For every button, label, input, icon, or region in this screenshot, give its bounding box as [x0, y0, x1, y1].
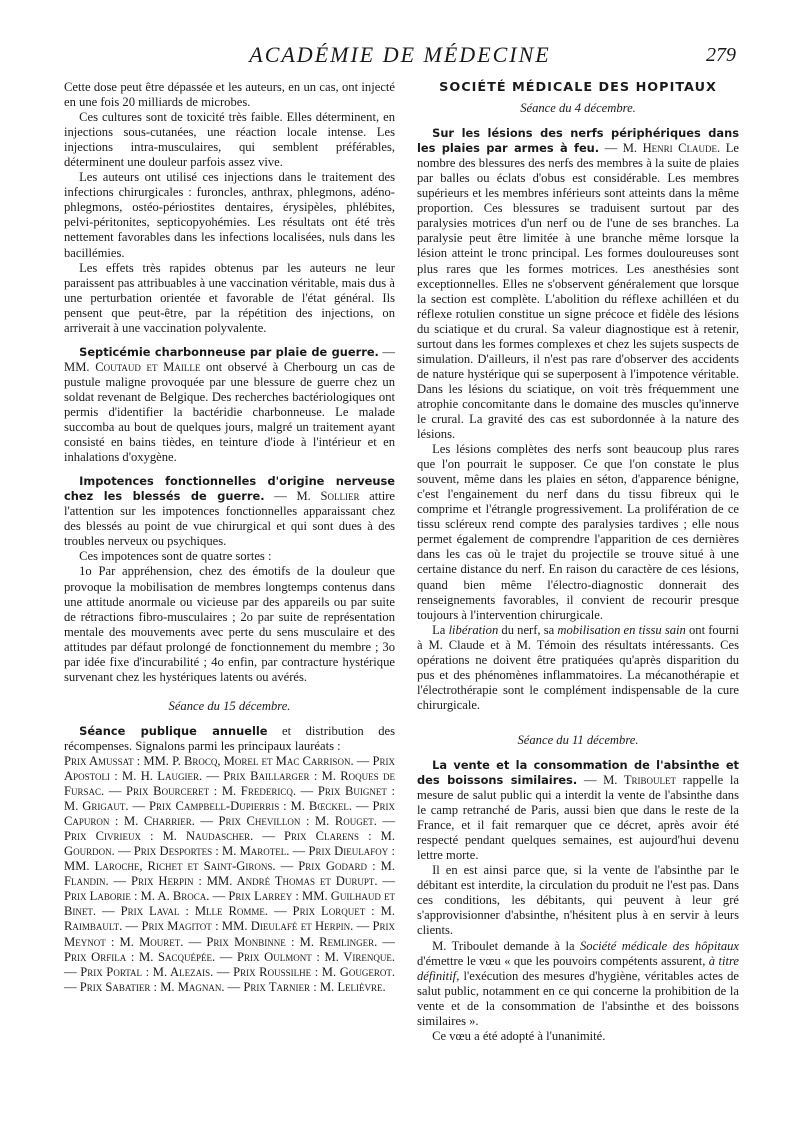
right-column [417, 80, 739, 1044]
article-title: Septicémie charbonneuse par plaie de guerre. [79, 344, 379, 359]
article-septicemie: Septicémie charbonneuse par plaie de guerre. — MM. Coutaud et Maille ont observé à Cherbourg un cas de pustule maligne provoquée par une blessure de guerre chez un soldat revenant de Belgique. Des recherches bactériologiques ont permis d'identifier la bactéridie charbonneuse. Le malade succomba au bout de quelques jours, malgré un traitement ayant consisté en bains tièdes, en teinture d'iode à l'intérieur et en inhalations d'oxygène. [64, 344, 395, 465]
paragraph: Cette dose peut être dépassée et les auteurs, en un cas, ont injecté en une fois 20 milliards de microbes. [64, 80, 395, 110]
prix-list: Prix Amussat : MM. P. Brocq, Morel et Mac Carrison. — Prix Apostoli : M. H. Laugier. — Prix Baillarger : M. Roques de Fursac. — Prix Bourceret : M. Fredericq. — Prix Buignet : M. Grigaut. — Prix Campbell-Dupierris : M. Bœckel. — Prix Capuron : M. Charrier. — Prix Chevillon : M. Rouget. — Prix Civrieux : M. Naudascher. — Prix Clarens : M. Gourdon. — Prix Desportes : M. Marotel. — Prix Dieulafoy : MM. Laroche, Richet et Saint-Girons. — Prix Godard : M. Flandin. — Prix Herpin : MM. André Thomas et Durupt. — Prix Laborie : M. A. Broca. — Prix Larrey : MM. Guilhaud et Binet. — Prix Laval : Mlle Romme. — Prix Lorquet : M. Raimbault. — Prix Magitot : MM. Dieulafé et Herpin. — Prix Meynot : M. Mouret. — Prix Monbinne : M. Remlinger. — Prix Orfila : M. Sacquépée. — Prix Oulmont : M. Virenque. — Prix Portal : M. Alezais. — Prix Roussilhe : M. Gougerot. — Prix Sabatier : M. Magnan. — Prix Tarnier : M. Lelièvre. [64, 753, 395, 994]
author-names: M. Henri Claude. [622, 141, 721, 156]
seance-heading: Séance du 15 décembre. [168, 698, 291, 713]
article-text: rappelle la mesure de salut public qui a interdit la vente de l'absinthe dans le camp retranché de Paris, aussi bien que dans le reste de la France, et il fait remarquer que ce décret, après avoir été respecté pendant quelques semaines, est aujourd'hui devenu lettre morte. [417, 773, 739, 863]
article-impotences: Impotences fonctionnelles d'origine nerveuse chez les blessés de guerre. — M. Sollier attire l'attention sur les impotences fonctionnelles apparaissant chez des blessés au point de vue chirurgical et qui sont dues à des troubles nerveux ou psychiques. [64, 474, 395, 549]
article-text: et distribution des récompenses. Signalons parmi les principaux lauréats : [64, 723, 395, 753]
paragraph-liberation: La libération du nerf, sa mobilisation en tissu sain ont fourni à M. Claude et à M. Témoin des résultats intéressants. Ces opérations ne doivent être pratiquées qu'après disparition du pus et des phénomènes inflammatoires. La mécanothérapie et l'électrothérapie sont le complément indispensable de la cure chirurgicale. [417, 622, 739, 712]
paragraph: Les auteurs ont utilisé ces injections dans le traitement des infections chirurgicales : furoncles, anthrax, phlegmons, adéno-phlegmons, ostéo-périostites dentaires, érysipèles, phlébites, pelvi-péritonites, septicopyohémies. Les résultats ont été très nettement favorables dans les infections localisées, nuls dans les bacillémies. [64, 170, 395, 260]
paragraph: Les effets très rapides obtenus par les auteurs ne leur paraissent pas attribuables à une vaccination véritable, mais dus à une perturbation orientée et favorable de l'état général. Ils pensent que peut-être, par la répétition des injections, on arriverait à une vaccination polyvalente. [64, 260, 395, 335]
article-title: Sur les lésions des nerfs périphériques dans les plaies par armes à feu. [417, 126, 739, 156]
author-names: M. Triboulet [603, 773, 677, 788]
paragraph: Ce vœu a été adopté à l'unanimité. [432, 1028, 606, 1043]
left-column [64, 80, 395, 995]
author-names: M. Sollier [296, 489, 360, 504]
paragraph: Les lésions complètes des nerfs sont beaucoup plus rares que l'on pourrait le supposer. Ce que l'on constate le plus souvent, même dans les plaies en séton, d'apparence bénigne, c'est l'engainement du nerf dans du tissu fibreux qui le comprime et l'étrangle progressivement. La prolifération de ce tissu scléreux rend compte des paralysies tardives ; elle nous permet également de comprendre l'apparition de ces dernières dans les cas où le trajet du projectile se trouve situé à une certaine distance du nerf. En raison du caractère de ces lésions, quand bien même l'électro-diagnostic donnerait des renseignements favorables, il convient de recourir presque toujours à l'intervention chirurgicale. [417, 442, 739, 622]
paragraph: Ces impotences sont de quatre sortes : [79, 549, 272, 564]
section-title: SOCIÉTÉ MÉDICALE DES HOPITAUX [439, 80, 717, 95]
article-title: La vente et la consommation de l'absinthe et des boissons similaires. [417, 757, 739, 788]
page-number: 279 [706, 44, 736, 66]
article-title: Impotences fonctionnelles d'origine nerveuse chez les blessés de guerre. [64, 474, 395, 504]
page-header [0, 38, 800, 78]
article-text: ont observé à Cherbourg un cas de pustule maligne provoquée par une blessure de guerre chez un soldat revenant de Belgique. Des recherches bactériologiques ont permis d'identifier la bactéridie charbonneuse. Le malade succomba au bout de quelques jours, malgré un traitement ayant consisté en bains tièdes, en teinture d'iode à l'intérieur et en inhalations d'oxygène. [64, 359, 395, 465]
paragraph: Ces cultures sont de toxicité très faible. Elles déterminent, en injections sous-cutanées, une réaction locale intense. Les injections intra-musculaires, qui semblent préférables, déterminent une douleur parfois assez vive. [64, 110, 395, 170]
article-text: Le nombre des blessures des nerfs des membres à la suite de plaies par balles ou éclats d'obus est considérable. Les membres supérieurs et les membres inférieurs sont atteints dans la même proportion. Ces blessures se traduisent surtout par des paralysies motrices d'un nerf ou de l'une de ses branches. La paralysie peut être limitée à une branche même lorsque la lésion atteint le tronc principal. Les formes douloureuses sont plus rares que les formes motrices. Les anesthésies sont exceptionnelles. Elles ne s'observent généralement que lorsque la section est complète. L'abolition du réflexe achilléen et du réflexe rotulien constitue un signe précoce et fidèle des lésions du sciatique et du crural. Sa valeur diagnostique est à retenir, surtout dans les formes complexes et chez les sujets suspects de simulation. D'ailleurs, il n'est pas rare d'observer des accidents de nature hystérique qui se superposent à l'impotence véritable. Dans les lésions du sciatique, on voit très fréquemment une atrophie concomitante dans le domaine des muscles qu'innerve le crural. La gravité des cas est subordonnée à la nature des lésions. [417, 141, 740, 442]
author-names: MM. Coutaud et Maille [64, 359, 201, 374]
seance-heading: Séance du 11 décembre. [517, 732, 639, 747]
article-seance-publique [64, 724, 395, 754]
seance-heading: Séance du 4 décembre. [520, 101, 636, 116]
article-text: attire l'attention sur les impotences fonctionnelles apparaissant chez des blessés au point de vue chirurgical et qui sont dues à des troubles nerveux ou psychiques. [64, 489, 395, 549]
article-lesions: Sur les lésions des nerfs périphériques dans les plaies par armes à feu. — M. Henri Claude. Le nombre des blessures des nerfs des membres à la suite de plaies par balles ou éclats d'obus est considérable. Les membres supérieurs et les membres inférieurs sont atteints dans la même proportion. Ces blessures se traduisent surtout par des paralysies motrices d'un nerf ou de l'une de ses branches. La paralysie peut être limitée à une branche même lorsque la lésion atteint le tronc principal. Les formes douloureuses sont plus rares que les formes motrices. Les anesthésies sont exceptionnelles. Elles ne s'observent généralement que lorsque la section est complète. L'abolition du réflexe achilléen et du réflexe rotulien constitue un signe précoce et fidèle des lésions du sciatique et du crural. Sa valeur diagnostique est à retenir, surtout dans les formes complexes et chez les sujets suspects de simulation. D'ailleurs, il n'est pas rare d'observer des accidents de nature hystérique qui se superposent à l'impotence véritable. Dans les lésions du sciatique, on voit très fréquemment une atrophie concomitante dans le domaine des muscles qu'innerve le crural. La gravité des cas est subordonnée à la nature des lésions. [417, 126, 740, 442]
paragraph: 1o Par appréhension, chez des émotifs de la douleur que provoque la mobilisation de membres longtemps contenus dans une attitude anormale ou vicieuse par des appareils ou par suite de rétractions fibro-musculaires ; 2o par suite de représentation mentale des mouvements avec perte du sens musculaire et des attitudes par défaut prolongé de fonctionnement du membre ; 3o par idée fixe d'incurabilité ; 4o enfin, par contracture hystérique survenant chez les hystériques latents ou avérés. [64, 564, 395, 684]
paragraph-voeu: M. Triboulet demande à la Société médicale des hôpitaux d'émettre le vœu « que les pouvoirs compétents assurent, à titre définitif, l'exécution des mesures d'hygiène, véritables actes de salut public, notamment en ce qui concerne la prohibition de la vente et de la consommation de l'absinthe et des boissons similaires ». [417, 938, 740, 1028]
paragraph: Il en est ainsi parce que, si la vente de l'absinthe par le débitant est interdite, la circulation du produit ne l'est pas. Dans ces conditions, les débitants, qui peuvent à leur gré s'approvisionner d'absinthe, n'hésitent plus à en servir à leurs clients. [417, 863, 739, 938]
article-title: Séance publique annuelle [79, 723, 268, 738]
article-absinthe: La vente et la consommation de l'absinthe et des boissons similaires. — M. Triboulet rappelle la mesure de salut public qui a interdit la vente de l'absinthe dans le camp retranché de Paris, aussi bien que dans le reste de la France, et il fait remarquer que ce décret, après avoir été respecté pendant quelques semaines, est aujourd'hui devenu lettre morte. [417, 757, 739, 863]
running-title: ACADÉMIE DE MÉDECINE [249, 42, 551, 67]
